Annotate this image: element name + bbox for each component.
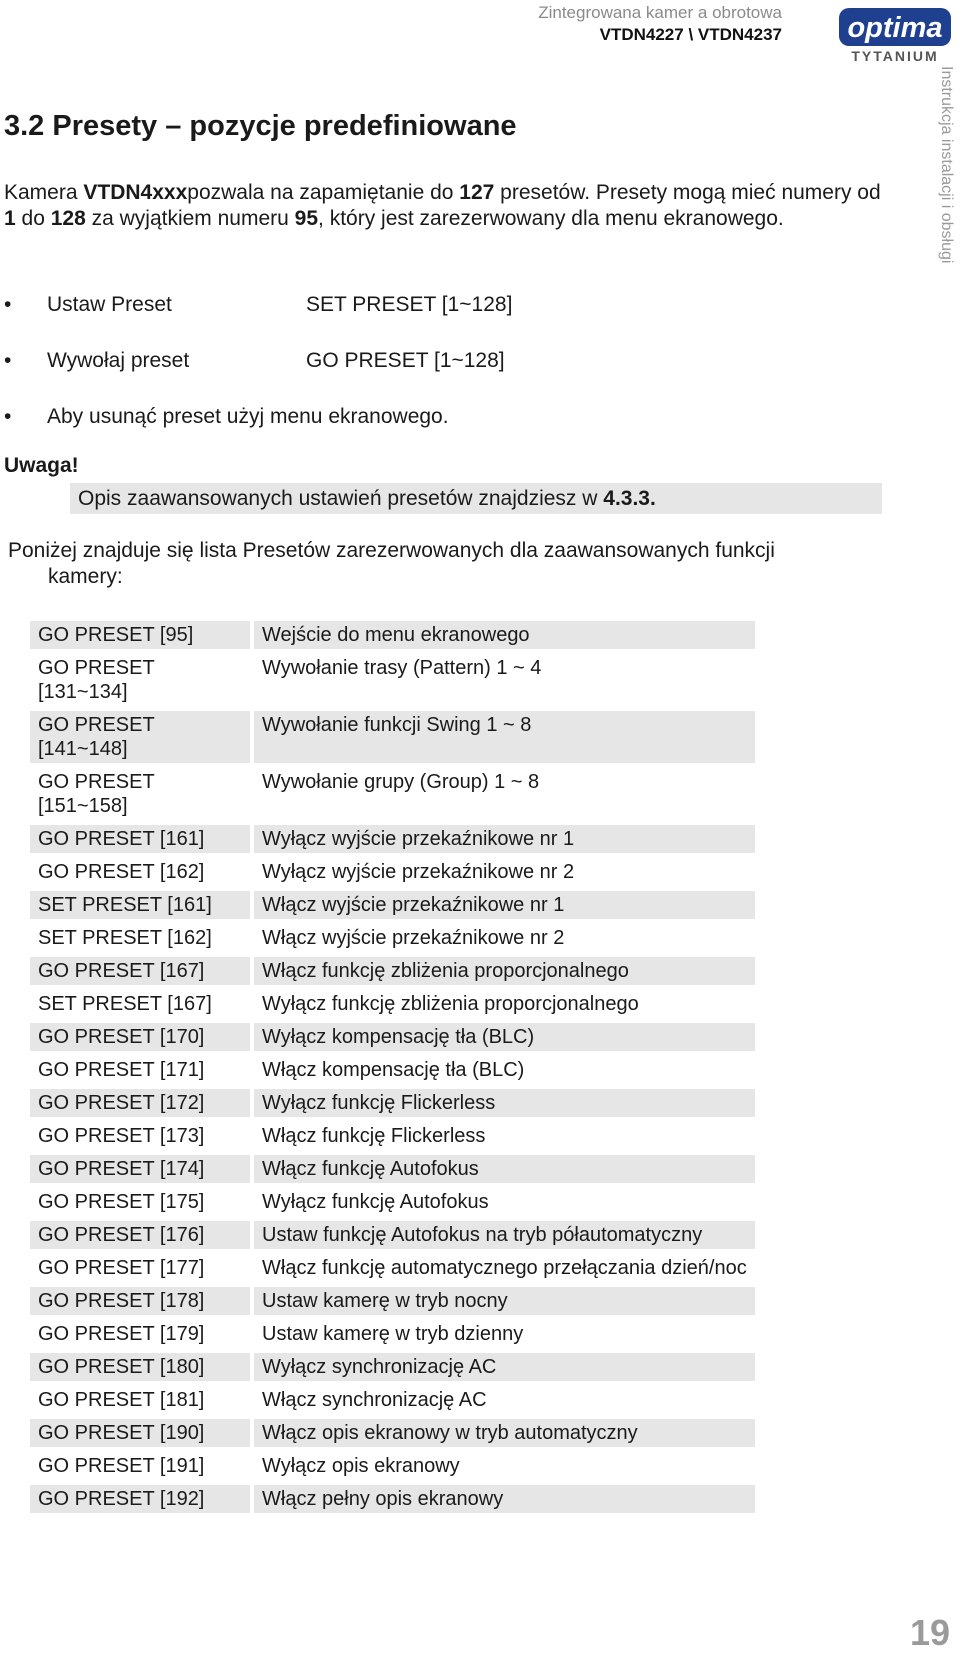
table-row	[30, 1254, 755, 1282]
preset-command: GO PRESET [162]	[38, 861, 205, 883]
table-row	[30, 768, 755, 820]
preset-command: GO PRESET [171]	[38, 1059, 205, 1081]
preset-description: Wywołanie trasy (Pattern) 1 ~ 4	[262, 657, 542, 679]
table-row	[30, 654, 755, 706]
preset-description: Wyłącz opis ekranowy	[262, 1455, 460, 1477]
table-row	[30, 1452, 755, 1480]
bullet-icon: •	[4, 349, 12, 372]
preset-command: GO PRESET [167]	[30, 957, 250, 985]
side-label: Instrukcja instalacji i obsługi	[938, 66, 955, 264]
bullet-icon: •	[4, 405, 12, 428]
header-model: VTDN4227 \ VTDN4237	[599, 25, 782, 44]
table-row	[30, 1056, 755, 1084]
preset-command: GO PRESET [151~158]	[38, 771, 155, 817]
preset-description: Wyłącz kompensację tła (BLC)	[254, 1023, 755, 1051]
bullet-label: Ustaw Preset	[47, 293, 172, 316]
preset-description: Ustaw kamerę w tryb dzienny	[262, 1323, 524, 1345]
bullet-icon: •	[4, 293, 12, 316]
table-row	[30, 1188, 755, 1216]
table-row	[30, 924, 755, 952]
table-row	[30, 1122, 755, 1150]
preset-command: SET PRESET [162]	[38, 927, 212, 949]
section-title: 3.2 Presety – pozycje predefiniowane	[4, 110, 517, 142]
bullet-command: SET PRESET [1~128]	[306, 293, 513, 316]
preset-command: GO PRESET [179]	[38, 1323, 205, 1345]
preset-command: GO PRESET [172]	[30, 1089, 250, 1117]
preset-command: GO PRESET [177]	[38, 1257, 205, 1279]
preset-description: Wyłącz funkcję Flickerless	[254, 1089, 755, 1117]
table-row	[30, 1089, 755, 1117]
preset-command: GO PRESET [181]	[38, 1389, 205, 1411]
note-text: Opis zaawansowanych ustawień presetów znajdziesz w	[78, 487, 604, 510]
note-box	[70, 483, 882, 514]
preset-command: GO PRESET [173]	[38, 1125, 205, 1147]
table-row	[30, 957, 755, 985]
note-reference: 4.3.3.	[603, 487, 656, 510]
logo-subtext: TYTANIUM	[851, 48, 939, 64]
table-row	[30, 1485, 755, 1513]
preset-command: GO PRESET [180]	[30, 1353, 250, 1381]
preset-command: GO PRESET [174]	[30, 1155, 250, 1183]
preset-description: Włącz funkcję Autofokus	[254, 1155, 755, 1183]
preset-command: GO PRESET [190]	[30, 1419, 250, 1447]
preset-description: Włącz synchronizację AC	[262, 1389, 487, 1411]
table-row	[30, 621, 755, 649]
preset-description: Wyłącz synchronizację AC	[254, 1353, 755, 1381]
preset-command: GO PRESET [178]	[30, 1287, 250, 1315]
intro-paragraph: Kamera VTDN4xxxpozwala na zapamiętanie do 127 presetów. Presety mogą mieć numery od 1 do 128 za wyjątkiem numeru 95, który jest zarezerwowany dla menu ekranowego.	[4, 181, 881, 230]
table-row	[30, 1023, 755, 1051]
preset-command: GO PRESET [170]	[30, 1023, 250, 1051]
preset-description: Wyłącz funkcję Autofokus	[262, 1191, 489, 1213]
table-row	[30, 990, 755, 1018]
table-row	[30, 1386, 755, 1414]
table-row	[30, 1221, 755, 1249]
preset-description: Wywołanie grupy (Group) 1 ~ 8	[262, 771, 540, 793]
preset-description: Wyłącz wyjście przekaźnikowe nr 2	[262, 861, 575, 883]
table-row	[30, 1320, 755, 1348]
table-row	[30, 1419, 755, 1447]
preset-command: SET PRESET [161]	[30, 891, 250, 919]
preset-command: GO PRESET [192]	[30, 1485, 250, 1513]
bullet-command: GO PRESET [1~128]	[306, 349, 505, 372]
preset-description: Ustaw funkcję Autofokus na tryb półautomatyczny	[254, 1221, 755, 1249]
preset-description: Wejście do menu ekranowego	[254, 621, 755, 649]
preset-command: GO PRESET [131~134]	[38, 657, 155, 703]
preset-description: Włącz opis ekranowy w tryb automatyczny	[254, 1419, 755, 1447]
preset-command: GO PRESET [161]	[30, 825, 250, 853]
table-row	[30, 1353, 755, 1381]
preset-table	[30, 616, 755, 1518]
optima-logo	[836, 2, 954, 64]
table-row	[30, 891, 755, 919]
table-row	[30, 858, 755, 886]
preset-description: Wywołanie funkcji Swing 1 ~ 8	[254, 711, 755, 763]
preset-description: Włącz kompensację tła (BLC)	[262, 1059, 525, 1081]
preset-command: GO PRESET [176]	[30, 1221, 250, 1249]
preset-description: Wyłącz funkcję zbliżenia proporcjonalnego	[262, 993, 639, 1015]
table-row	[30, 711, 755, 763]
bullet-label: Aby usunąć preset użyj menu ekranowego.	[47, 405, 449, 428]
preset-command: SET PRESET [167]	[38, 993, 212, 1015]
preset-description: Włącz pełny opis ekranowy	[254, 1485, 755, 1513]
preset-command: GO PRESET [191]	[38, 1455, 205, 1477]
preset-description: Włącz funkcję automatycznego przełączania dzień/noc	[262, 1257, 747, 1279]
page-number: 19	[909, 1612, 950, 1653]
page-header	[538, 2, 782, 46]
preset-description: Włącz wyjście przekaźnikowe nr 1	[254, 891, 755, 919]
header-subtitle: Zintegrowana kamer a obrotowa	[538, 3, 782, 22]
preset-description: Włącz wyjście przekaźnikowe nr 2	[262, 927, 565, 949]
bullet-label: Wywołaj preset	[47, 349, 190, 372]
list-intro: Poniżej znajduje się lista Presetów zarezerwowanych dla zaawansowanych funkcji kamery:	[8, 539, 775, 588]
logo-text: optima	[847, 12, 943, 44]
table-row	[30, 1287, 755, 1315]
preset-description: Wyłącz wyjście przekaźnikowe nr 1	[254, 825, 755, 853]
table-row	[30, 825, 755, 853]
preset-description: Ustaw kamerę w tryb nocny	[254, 1287, 755, 1315]
preset-command: GO PRESET [141~148]	[30, 711, 250, 763]
table-row	[30, 1155, 755, 1183]
preset-command: GO PRESET [95]	[30, 621, 250, 649]
preset-description: Włącz funkcję Flickerless	[262, 1125, 486, 1147]
note-heading: Uwaga!	[4, 454, 79, 477]
preset-command: GO PRESET [175]	[38, 1191, 205, 1213]
preset-description: Włącz funkcję zbliżenia proporcjonalnego	[254, 957, 755, 985]
